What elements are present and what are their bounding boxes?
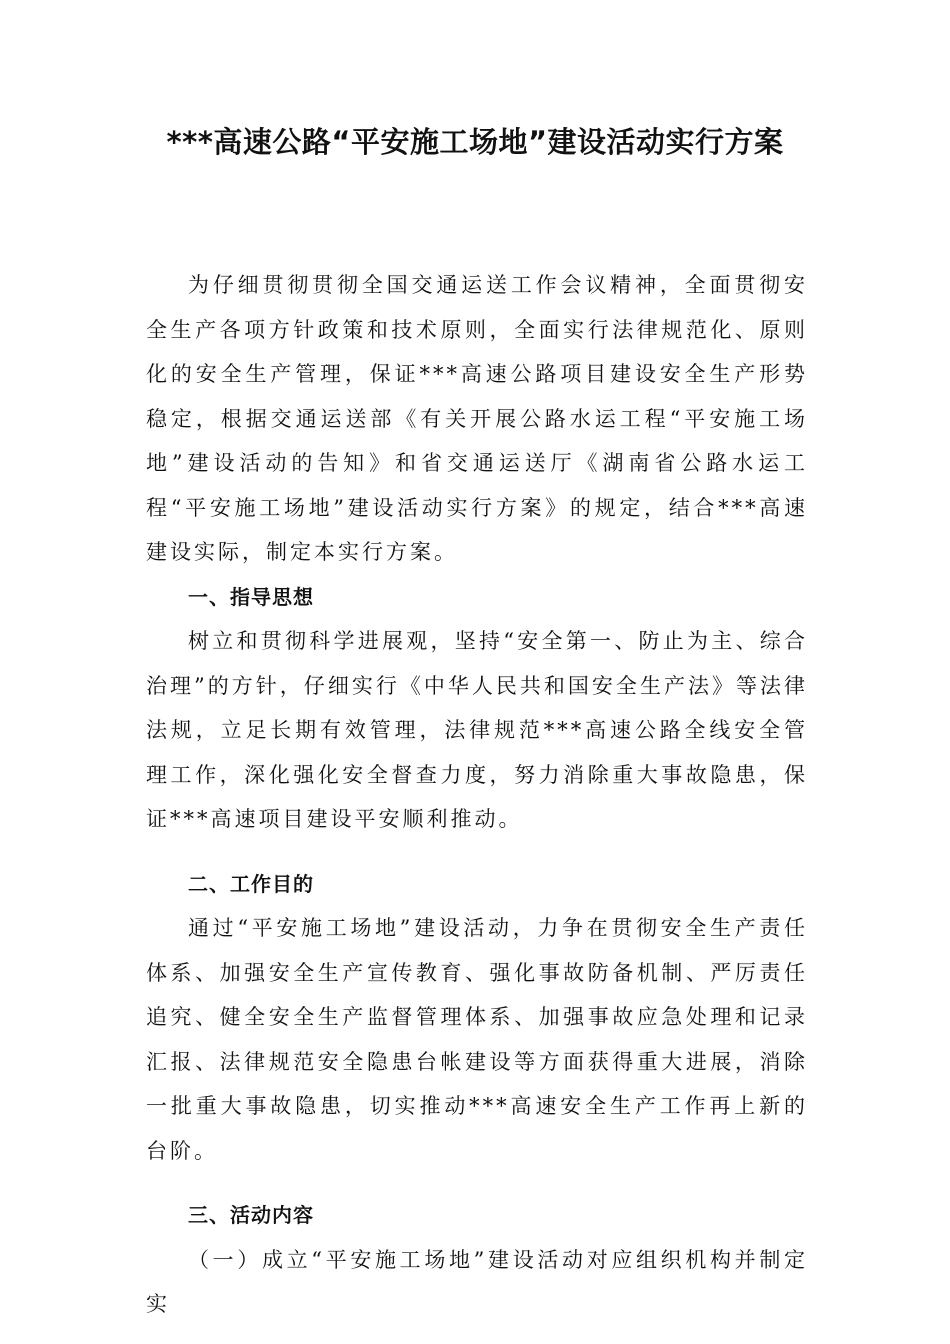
- section-spacer: [146, 842, 808, 862]
- section-heading-activity-content: 三、活动内容: [188, 1203, 314, 1227]
- section-spacer: [146, 1173, 808, 1193]
- document-body: [146, 263, 808, 1327]
- section-paragraph-work-goal: 通过“平安施工场地”建设活动，力争在贯彻安全生产责任体系、加强安全生产宣传教育、强化事故防备机制、严厉责任追究、健全安全生产监督管理体系、加强事故应急处理和记录汇报、法律规范安全隐患台帐建设等方面获得重大进展，消除一批重大事故隐患，切实推动***高速安全生产工作再上新的台阶。: [146, 916, 808, 1163]
- section-paragraph-activity-content: （一）成立“平安施工场地”建设活动对应组织机构并制定实: [146, 1247, 808, 1316]
- section-paragraph-guiding-thought: 树立和贯彻科学进展观，坚持“安全第一、防止为主、综合治理”的方针，仔细实行《中华人民共和国安全生产法》等法律法规，立足长期有效管理，法律规范***高速公路全线安全管理工作，深化强化安全督查力度，努力消除重大事故隐患，保证***高速项目建设平安顺利推动。: [146, 629, 808, 831]
- section-heading-work-goal: 二、工作目的: [188, 871, 314, 896]
- intro-paragraph: 为仔细贯彻贯彻全国交通运送工作会议精神，全面贯彻安全生产各项方针政策和技术原则，全面实行法律规范化、原则化的安全生产管理，保证***高速公路项目建设安全生产形势稳定，根据交通运送部《有关开展公路水运工程“平安施工场地”建设活动的告知》和省交通运送厅《湖南省公路水运工程“平安施工场地”建设活动实行方案》的规定，结合***高速建设实际，制定本实行方案。: [146, 273, 808, 564]
- document-title: ***高速公路“平安施工场地”建设活动实行方案: [166, 125, 784, 159]
- section-heading-guiding-thought: 一、指导思想: [188, 584, 314, 609]
